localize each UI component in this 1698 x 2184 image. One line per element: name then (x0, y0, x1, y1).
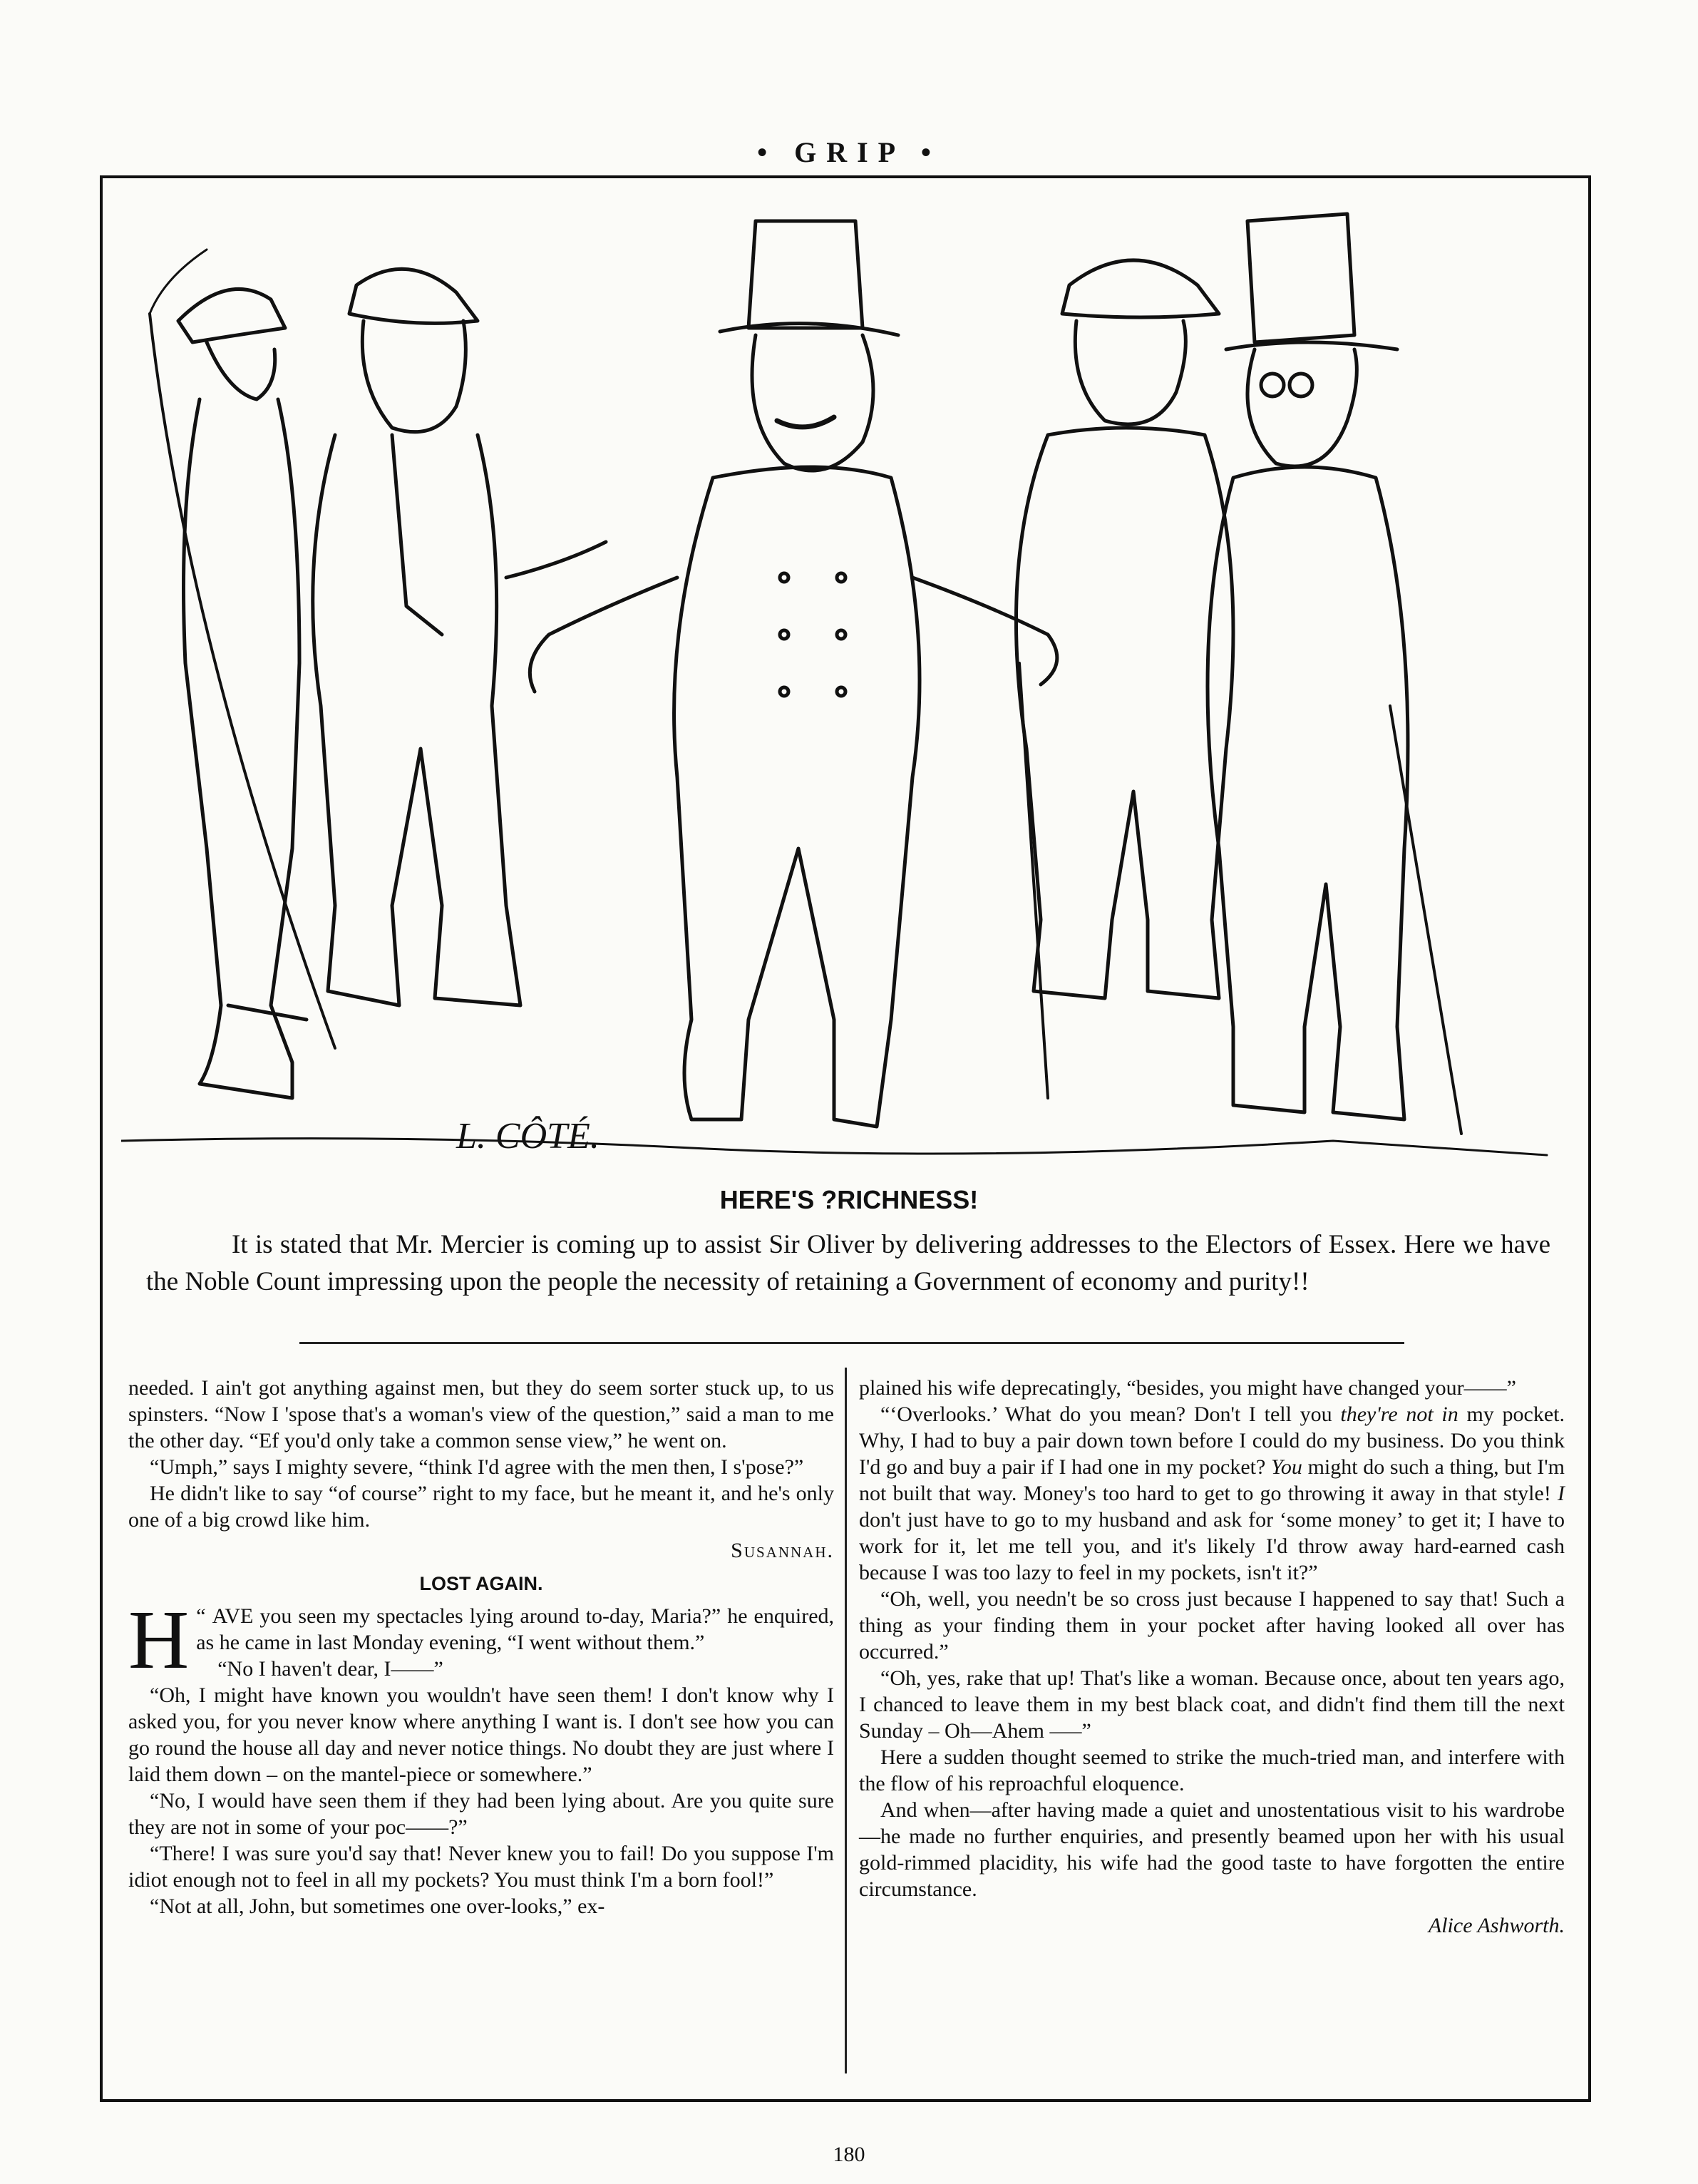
left-paragraph-3: He didn't like to say “of course” right to my face, but he meant it, and he's only one of a big crowd like him. (128, 1482, 834, 1532)
right-paragraph-1: plained his wife deprecatingly, “besides, you might have changed your——” (859, 1376, 1516, 1400)
right-paragraph-3: “Oh, well, you needn't be so cross just because I happened to say that! Such a thing as your finding them in your pocket after having looked all over has occurred.” (859, 1587, 1565, 1663)
left-paragraph-4-text: AVE you seen my spectacles lying around to-day, Maria?” he enquired, as he came in last Monday evening, “I went without them.” (196, 1604, 835, 1654)
caption-rule (299, 1342, 1404, 1344)
opening-quote: “ (196, 1604, 206, 1628)
left-paragraph-1: needed. I ain't got anything against men, but they do seem sorter stuck up, to us spinsters. “Now I 'spose that's a woman's view of the question,” said a man to me the other day. “Ef you'd only take a common sense view,” he went on. (128, 1376, 834, 1452)
right-paragraph-4: “Oh, yes, rake that up! That's like a woman. Because once, about ten years ago, I chanced to leave them in my best black coat, and didn't find them till the next Sunday – Oh—Ahem –—” (859, 1666, 1565, 1743)
caption-text: It is stated that Mr. Mercier is coming up to assist Sir Oliver by delivering addresses to the Electors of Essex. Here we have the Noble Count impressing upon the people the necessity of retaining a Government of economy and purity!! (146, 1230, 1550, 1296)
cartoon-signature: L. CÔTÉ. (456, 1116, 600, 1157)
story-heading: LOST AGAIN. (419, 1573, 543, 1594)
bearded-man-figure (313, 269, 606, 1005)
man-with-glasses-figure (1208, 214, 1461, 1134)
left-column (128, 1375, 834, 1919)
right-paragraph-2-part-a: “‘Overlooks.’ What do you mean? Don't I tell you (880, 1403, 1341, 1426)
column-divider (845, 1368, 847, 2073)
left-paragraph-7: “No, I would have seen them if they had been lying about. Are you quite sure they are not in some of your poc——?” (128, 1789, 834, 1839)
right-paragraph-2-emphasis-3: I (1558, 1482, 1565, 1505)
left-paragraph-8: “There! I was sure you'd say that! Never knew you to fail! Do you suppose I'm idiot enough not to feel in all my pockets? You must think I'm a born fool!” (128, 1842, 834, 1892)
signature-susannah: Susannah. (731, 1539, 834, 1562)
page-number: 180 (833, 2143, 865, 2166)
right-paragraph-2-emphasis-2: You (1270, 1455, 1302, 1479)
right-paragraph-2-part-c: might do such a thing, but I'm not built that way. Money's too hard to get to go throwing it away in that style! (859, 1455, 1565, 1505)
right-paragraph-2-part-d: don't just have to go to my husband and ask for ‘some money’ to get it; I have to work for it, let me tell you, and it's likely I'd throw away hard-earned cash because I was too lazy to feel in my pockets, isn't it?” (859, 1508, 1565, 1584)
left-paragraph-5: “No I haven't dear, I——” (217, 1657, 443, 1681)
farmer-with-whip-figure (150, 250, 335, 1098)
count-in-top-hat-figure (530, 221, 1057, 1127)
left-paragraph-9: “Not at all, John, but sometimes one over-looks,” ex- (150, 1895, 605, 1918)
caption-title: HERE'S ?RICHNESS! (719, 1185, 979, 1214)
right-paragraph-5: Here a sudden thought seemed to strike the much-tried man, and interfere with the flow of his reproachful eloquence. (859, 1745, 1565, 1795)
right-paragraph-2-emphasis-1: they're not in (1340, 1403, 1458, 1426)
right-paragraph-6: And when—after having made a quiet and unostentatious visit to his wardrobe—he made no further enquiries, and presently beamed upon her with his usual gold-rimmed placidity, his wife had the good taste to have forgotten the entire circumstance. (859, 1798, 1565, 1901)
right-paragraph-2-part-b: my pocket. Why, I had to buy a pair down town before I could do my business. Do you think I'd go and buy a pair if I had one in my pocket? (859, 1403, 1565, 1479)
left-paragraph-6: “Oh, I might have known you wouldn't have seen them! I don't know why I asked you, for you never know where anything I want is. I don't see how you can go round the house all day and never notice things. No doubt they are just where I laid them down – on the mantel-piece or somewhere.” (128, 1683, 834, 1786)
right-paragraph-2 (859, 1401, 1565, 1586)
author-signature: Alice Ashworth. (1428, 1914, 1565, 1937)
left-paragraph-2: “Umph,” says I mighty severe, “think I'd agree with the men then, I s'pose?” (150, 1455, 804, 1479)
right-column (859, 1375, 1565, 1939)
drop-cap: H (128, 1593, 190, 1686)
cartoon-illustration (121, 207, 1568, 1184)
page-header: • GRIP • (757, 136, 941, 168)
